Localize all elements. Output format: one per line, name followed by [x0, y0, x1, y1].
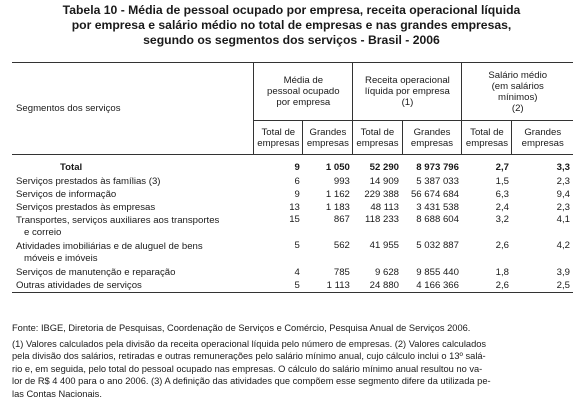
title-line-2: por empresa e salário médio no total de empresas e nas grandes empresas,	[71, 18, 512, 32]
row-cell: 4,1	[556, 214, 570, 225]
header-receita-l2: líquida por empresa	[365, 86, 450, 97]
row-label-line: Serviços prestados às famílias (3)	[16, 175, 161, 187]
sub-total-2-l2: empresas	[356, 137, 399, 149]
table-row	[12, 201, 573, 214]
total-cell: 52 290	[369, 161, 399, 173]
title-line-1: Tabela 10 - Média de pessoal ocupado por empresa, receita operacional líquida	[62, 3, 521, 17]
sub-total-3-l1: Total de	[470, 126, 504, 138]
footer-note-1: (1) Valores calculados pela divisão da receita operacional líquida pelo número de empresas. (2) Valores calculados	[12, 338, 487, 349]
row-cell: 1 162	[325, 188, 350, 200]
row-cell: 2,5	[512, 279, 573, 293]
row-label	[12, 175, 254, 188]
row-cell: 48 113	[370, 201, 399, 213]
footer-source: Fonte: IBGE, Diretoria de Pesquisas, Coordenação de Serviços e Comércio, Pesquisa Anual de Serviços 2006.	[12, 323, 471, 333]
total-cell: 1 050	[325, 161, 350, 173]
row-cell: 229 388	[364, 188, 399, 200]
sub-grandes-2-l2: empresas	[410, 137, 454, 149]
sub-grandes-2	[402, 121, 462, 155]
sub-grandes-1	[303, 121, 353, 155]
row-cell: 9	[294, 188, 300, 200]
row-cell: 56 674 684	[410, 188, 459, 200]
header-salario-l1: Salário médio	[488, 69, 548, 81]
sub-total-1	[254, 121, 303, 155]
total-cell: 3,3	[556, 161, 570, 173]
row-cell: 15	[289, 214, 300, 225]
footer	[12, 322, 572, 401]
sub-total-2-l1: Total de	[360, 126, 395, 138]
row-cell: 5 032 887	[416, 240, 459, 251]
row-cell: 3,2	[495, 214, 509, 225]
header-segment: Segmentos dos serviços	[16, 103, 121, 114]
row-label-line: Serviços de manutenção e reparação	[16, 266, 176, 278]
row-label-line: Serviços prestados às empresas	[16, 201, 156, 213]
row-label	[12, 201, 254, 214]
sub-grandes-3-l2: empresas	[521, 137, 564, 149]
header-row	[12, 63, 573, 121]
table-row	[12, 240, 573, 266]
footer-note-4: lor de R$ 4 400 para o ano 2006. (3) A definição das atividades que compõem esse segmento difere da utilizada pe-	[12, 376, 491, 387]
row-cell: 2,6	[495, 240, 509, 251]
row-label-line: Outras atividades de serviços	[16, 279, 142, 291]
row-cell: 5	[254, 279, 303, 293]
row-cell: 993	[333, 175, 350, 187]
header-receita-l3: (1)	[401, 97, 414, 108]
row-cell: 9 855 440	[416, 266, 459, 278]
sub-total-2	[353, 121, 402, 155]
row-cell: 1,8	[495, 266, 509, 278]
row-label	[12, 188, 254, 201]
row-cell: 5 387 033	[416, 175, 459, 187]
row-cell: 3 431 538	[416, 201, 459, 213]
row-cell: 4,2	[556, 240, 570, 251]
footer-note-5: las Contas Nacionais.	[12, 388, 102, 399]
table-row	[12, 188, 573, 201]
row-cell: 1 183	[325, 201, 350, 213]
sub-total-1-l1: Total de	[261, 126, 296, 138]
header-salario	[462, 63, 573, 121]
header-pessoal-l1: Média de	[283, 75, 324, 86]
sub-total-1-l2: empresas	[257, 137, 300, 149]
row-cell: 4 166 366	[402, 279, 462, 293]
data-table	[12, 62, 573, 293]
row-label	[12, 214, 254, 240]
header-salario-l2: (em salários	[491, 80, 544, 92]
sub-grandes-1-l2: empresas	[306, 137, 349, 149]
sub-total-3-l2: empresas	[465, 137, 509, 149]
row-label	[12, 266, 254, 279]
row-cell: 8 688 604	[416, 214, 459, 225]
row-cell: 1 113	[303, 279, 353, 293]
header-receita	[353, 63, 462, 121]
row-cell: 9,4	[556, 188, 570, 200]
header-salario-l4: (2)	[511, 102, 524, 114]
row-label	[12, 279, 254, 293]
row-cell: 2,6	[462, 279, 512, 293]
row-label-line: e correio	[24, 227, 62, 238]
sub-grandes-3	[512, 121, 573, 155]
row-cell: 2,3	[556, 201, 570, 213]
row-cell: 1,5	[495, 175, 509, 187]
total-label: Total	[60, 161, 83, 173]
row-cell: 3,9	[556, 266, 570, 278]
header-pessoal-l2: pessoal ocupado	[267, 86, 340, 97]
row-cell: 4	[294, 266, 300, 278]
row-label	[12, 240, 254, 266]
total-cell: 2,7	[495, 161, 509, 173]
row-label-line: Serviços de informação	[16, 188, 117, 200]
row-cell: 13	[289, 201, 300, 213]
title-line-3: segundo os segmentos dos serviços - Brasil - 2006	[143, 33, 440, 47]
header-pessoal	[254, 63, 353, 121]
row-label-line: móveis e imóveis	[24, 253, 98, 264]
footer-note-3: rio e, em seguida, pelo total do pessoal ocupado nas empresas. O cálculo do salário mínimo anual resultou no va-	[12, 363, 483, 374]
header-receita-l1: Receita operacional	[365, 75, 450, 86]
row-cell: 9 628	[374, 266, 399, 278]
table-row	[12, 279, 573, 293]
row-cell: 562	[333, 240, 350, 251]
row-cell: 41 955	[369, 240, 399, 251]
table-row	[12, 266, 573, 279]
row-cell: 5	[294, 240, 300, 251]
row-cell: 14 909	[369, 175, 399, 187]
row-cell: 867	[333, 214, 350, 225]
row-label-line: Atividades imobiliárias e de aluguel de bens	[16, 241, 203, 252]
row-cell: 6	[294, 175, 300, 187]
table-title	[0, 3, 583, 48]
table-row	[12, 214, 573, 240]
row-cell: 6,3	[495, 188, 509, 200]
sub-grandes-1-l1: Grandes	[309, 126, 347, 138]
total-cell: 9	[294, 161, 300, 173]
header-pessoal-l3: por empresa	[276, 97, 331, 108]
row-cell: 2,3	[556, 175, 570, 187]
row-cell: 118 233	[365, 214, 399, 225]
total-cell: 8 973 796	[416, 161, 459, 173]
footer-note-2: pela divisão dos salários, retiradas e outras remunerações pelo salário mínimo anual, cujo cálculo inclui o 13º salá-	[12, 351, 486, 362]
header-salario-l3: mínimos)	[498, 91, 538, 103]
total-row	[12, 155, 573, 176]
sub-grandes-3-l1: Grandes	[524, 126, 562, 138]
row-cell: 785	[333, 266, 350, 278]
row-label-line: Transportes, serviços auxiliares aos transportes	[16, 215, 220, 226]
row-cell: 24 880	[353, 279, 402, 293]
table-row	[12, 175, 573, 188]
sub-grandes-2-l1: Grandes	[413, 126, 451, 138]
row-cell: 2,4	[495, 201, 509, 213]
sub-total-3	[462, 121, 512, 155]
